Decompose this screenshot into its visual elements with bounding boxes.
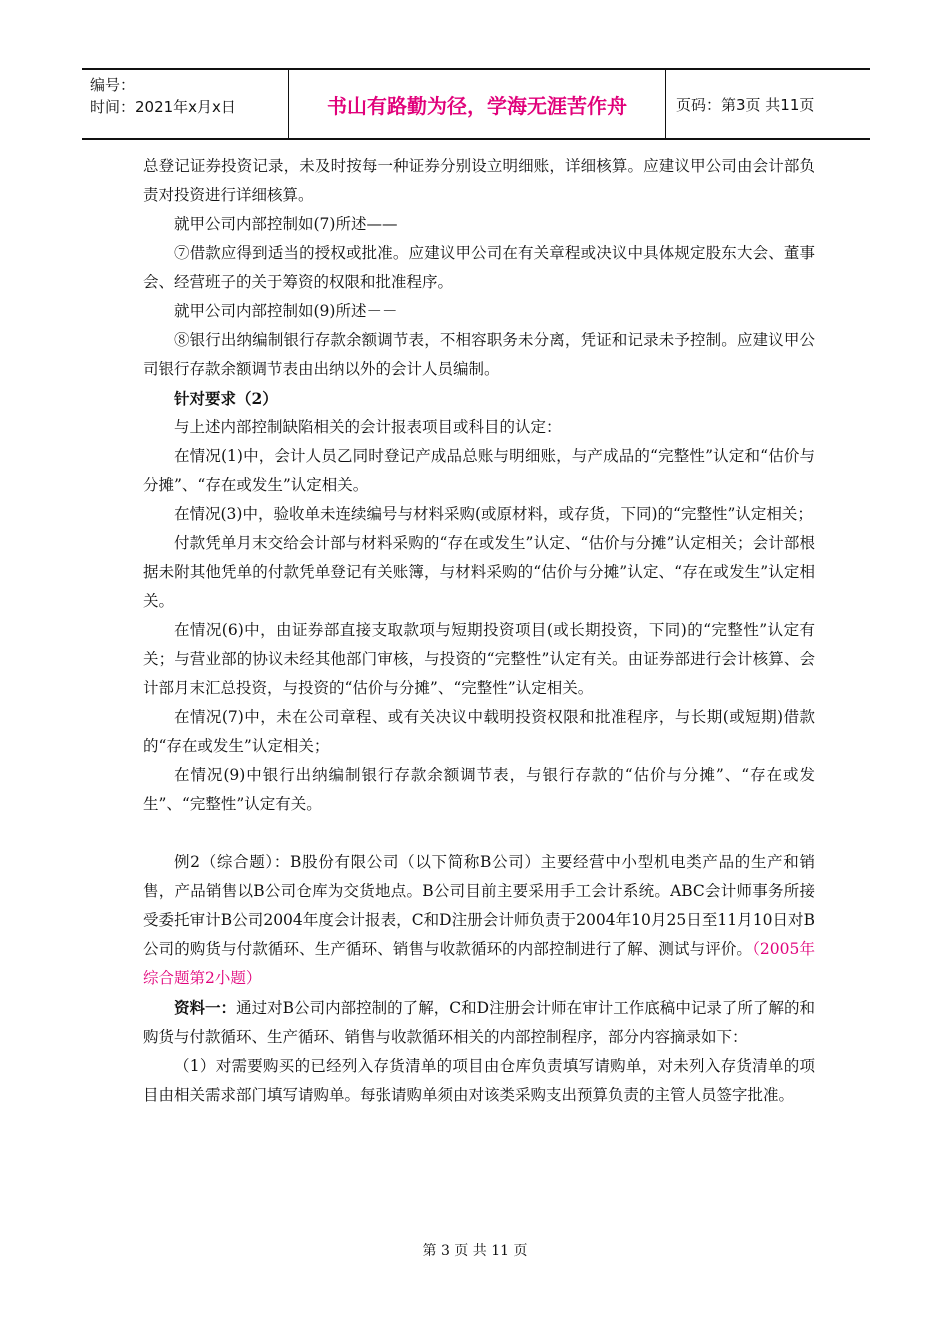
paragraph: 总登记证券投资记录，未及时按每一种证券分别设立明细账，详细核算。应建议甲公司由会计部负责对投资进行详细核算。 <box>143 157 815 204</box>
paragraph: （1）对需要购买的已经列入存货清单的项目由仓库负责填写请购单，对未列入存货清单的项目由相关需求部门填写请购单。每张请购单须由对该类采购支出预算负责的主管人员签字批准。 <box>143 1057 815 1104</box>
material-paragraph <box>143 993 815 1052</box>
paragraph: 在情况(9)中银行出纳编制银行存款余额调节表，与银行存款的“估价与分摊”、“存在或发生”、“完整性”认定有关。 <box>143 766 815 813</box>
paragraph: 就甲公司内部控制如(7)所述—— <box>174 215 398 233</box>
header-motto: 书山有路勤为径，学海无涯苦作舟 <box>289 70 666 138</box>
material-text: 通过对B公司内部控制的了解，C和D注册会计师在审计工作底稿中记录了所了解的和购货与付款循环、生产循环、销售与收款循环相关的内部控制程序，部分内容摘录如下： <box>143 999 815 1046</box>
paragraph: 付款凭单月末交给会计部与材料采购的“存在或发生”认定、“估价与分摊”认定相关；会计部根据未附其他凭单的付款凭单登记有关账簿，与材料采购的“估价与分摊”认定、“存在或发生”认定相关。 <box>143 534 815 610</box>
paragraph: 与上述内部控制缺陷相关的会计报表项目或科目的认定： <box>174 418 562 436</box>
paragraph: 在情况(3)中，验收单未连续编号与材料采购(或原材料，或存货，下同)的“完整性”认定相关； <box>174 505 813 523</box>
code-label: 编号： <box>90 76 136 94</box>
header-page-info: 页码：第3页 共11页 <box>676 95 815 114</box>
page-header <box>82 68 870 140</box>
paragraph: 在情况(1)中，会计人员乙同时登记产成品总账与明细账，与产成品的“完整性”认定和“估价与分摊”、“存在或发生”认定相关。 <box>143 447 815 494</box>
paragraph: 在情况(7)中，未在公司章程、或有关决议中载明投资权限和批准程序，与长期(或短期)借款的“存在或发生”认定相关； <box>143 708 815 755</box>
source-note: （2005年综合题第2小题） <box>143 940 815 987</box>
example-text: 例2（综合题）：B股份有限公司（以下简称B公司）主要经营中小型机电类产品的生产和销售，产品销售以B公司仓库为交货地点。B公司目前主要采用手工会计系统。ABC会计师事务所接受委托审计B公司2004年度会计报表，C和D注册会计师负责于2004年10月25日至11月10日对B公司的购货与付款循环、生产循环、销售与收款循环的内部控制进行了解、测试与评价。 <box>143 853 815 958</box>
example-paragraph <box>143 848 815 993</box>
page-footer: 第 3 页 共 11 页 <box>422 1243 528 1259</box>
document-body <box>143 152 815 1110</box>
paragraph: ⑦借款应得到适当的授权或批准。应建议甲公司在有关章程或决议中具体规定股东大会、董事会、经营班子的关于筹资的权限和批准程序。 <box>143 244 815 291</box>
paragraph-gap <box>143 819 815 848</box>
paragraph: ⑧银行出纳编制银行存款余额调节表，不相容职务未分离，凭证和记录未予控制。应建议甲公司银行存款余额调节表由出纳以外的会计人员编制。 <box>143 331 815 378</box>
paragraph: 就甲公司内部控制如(9)所述－－ <box>174 302 398 320</box>
paragraph: 在情况(6)中，由证券部直接支取款项与短期投资项目(或长期投资，下同)的“完整性”认定有关；与营业部的协议未经其他部门审核，与投资的“完整性”认定有关。由证券部进行会计核算、会计部月末汇总投资，与投资的“估价与分摊”、“完整性”认定相关。 <box>143 621 815 697</box>
time-label: 时间：2021年x月x日 <box>90 98 236 116</box>
material-label: 资料一： <box>174 998 237 1017</box>
header-meta <box>82 70 289 138</box>
section-heading: 针对要求（2） <box>174 389 278 408</box>
